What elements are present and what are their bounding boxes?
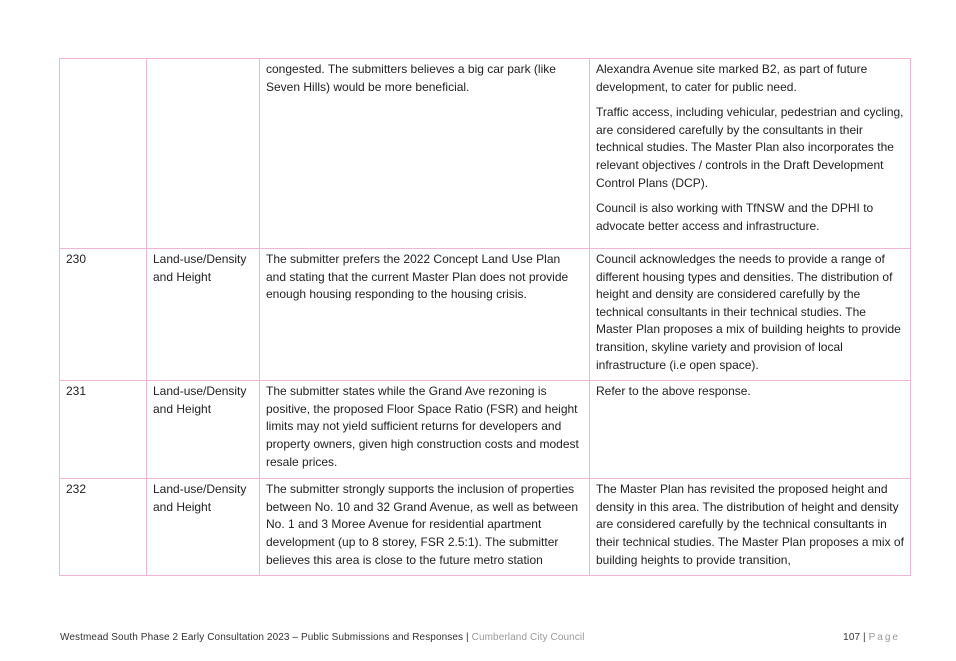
topic-cell: Land-use/Density and Height [147,381,260,479]
response-text: Council is also working with TfNSW and the DPHI to advocate better access and infrastructure. [596,201,874,233]
response-text: Council acknowledges the needs to provide a range of different housing types and densities. The distribution of height and density are considered carefully by the technical consultants in their technical studies. The Master Plan proposes a mix of building heights to provide transition, skyline variety and provision of local infrastructure (i.e open space). [596,252,901,372]
submission-cell [260,479,590,576]
table-row [60,249,911,381]
submission-text: The submitter states while the Grand Ave rezoning is positive, the proposed Floor Space Ratio (FSR) and height limits may not yield sufficient returns for developers and property owners, given high construction costs and modest resale prices. [266,384,579,469]
table-row [60,59,911,249]
submission-cell [260,381,590,479]
submission-text: The submitter strongly supports the inclusion of properties between No. 10 and 32 Grand Avenue, as well as between No. 1 and 3 Moree Avenue for residential apartment development (up to 8 storey, FSR 2.5:1). The submitter believes this area is close to the future metro station [266,482,578,567]
submission-text: congested. The submitters believes a big car park (like Seven Hills) would be more beneficial. [266,62,556,94]
page-footer [60,632,900,643]
response-cell [590,249,911,381]
response-text: Alexandra Avenue site marked B2, as part of future development, to cater for public need. [596,62,868,94]
table-row [60,479,911,576]
submission-id-cell: 230 [60,249,147,381]
submissions-table [59,58,911,576]
submission-id-cell [60,59,147,249]
table-row [60,381,911,479]
footer-doc-title: Westmead South Phase 2 Early Consultation 2023 – Public Submissions and Responses [60,632,464,643]
page-number-block [843,632,900,643]
page-number: 107 [843,632,861,643]
response-text: Traffic access, including vehicular, pedestrian and cycling, are considered carefully by the consultants in their technical studies. The Master Plan also incorporates the relevant objectives / controls in the Draft Development Control Plans (DCP). [596,105,904,190]
footer-separator: | [466,632,469,643]
page-word: Page [868,632,900,643]
submission-id-cell: 232 [60,479,147,576]
topic-cell [147,59,260,249]
submission-cell [260,59,590,249]
response-cell [590,381,911,479]
topic-cell: Land-use/Density and Height [147,479,260,576]
response-text: Refer to the above response. [596,384,751,399]
footer-council-name: Cumberland City Council [471,632,585,643]
page-separator: | [863,632,866,643]
response-text: The Master Plan has revisited the proposed height and density in this area. The distribution of height and density are considered carefully by the technical consultants in their technical studies. The Master Plan proposes a mix of building heights to provide transition, [596,482,904,567]
response-cell [590,479,911,576]
topic-cell: Land-use/Density and Height [147,249,260,381]
response-cell [590,59,911,249]
submission-id-cell: 231 [60,381,147,479]
submission-cell [260,249,590,381]
submission-text: The submitter prefers the 2022 Concept Land Use Plan and stating that the current Master Plan does not provide enough housing responding to the housing crisis. [266,252,569,302]
